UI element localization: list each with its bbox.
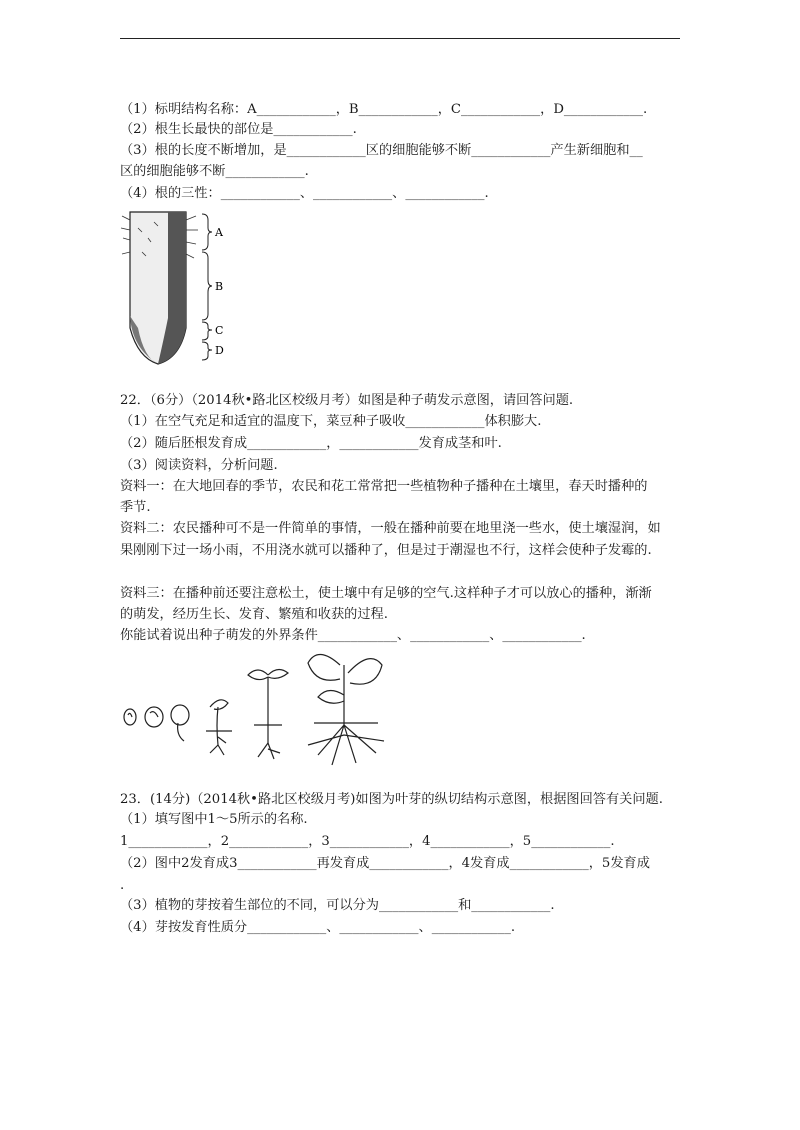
q23-part1: （1）填写图中1～5所示的名称.: [120, 812, 308, 827]
q22-material2-cont: 果刚刚下过一场小雨，不用浇水就可以播种了，但是过于潮湿也不行，这样会使种子发霉的.: [120, 543, 652, 558]
q22-material3: 资料三：在播种前还要注意松土，使土壤中有足够的空气.这样种子才可以放心的播种，渐渐: [120, 586, 652, 601]
q23-part1-blanks: 1____________，2____________，3____________，4____________，5____________.: [120, 834, 615, 849]
q21-part3-cont: 区的细胞能够不断____________.: [120, 164, 309, 179]
q22-conditions-question: 你能试着说出种子萌发的外界条件____________、____________、____________.: [120, 628, 586, 643]
q23-part2-cont: .: [120, 878, 125, 893]
q22-part3: （3）阅读资料，分析问题.: [120, 458, 278, 473]
label-a: A: [215, 226, 223, 239]
q23-title: 23．(14分)（2014秋•路北区校级月考)如图为叶芽的纵切结构示意图，根据图回答有关问题.: [120, 792, 663, 807]
q22-part1: （1）在空气充足和适宜的温度下，菜豆种子吸收____________体积膨大.: [120, 414, 542, 429]
q21-part1: （1）标明结构名称：A____________，B____________，C____________，D____________.: [120, 102, 648, 117]
q22-material1: 资料一：在大地回春的季节，农民和花工常常把一些植物种子播种在土壤里，春天时播种的: [120, 479, 648, 494]
q22-material3-cont: 的萌发，经历生长、发育、繁殖和收获的过程.: [120, 607, 388, 622]
q21-part4: （4）根的三性：____________、____________、____________.: [120, 186, 489, 201]
q21-part3: （3）根的长度不断增加，是____________区的细胞能够不断____________产生新细胞和__: [120, 143, 643, 158]
q22-part2: （2）随后胚根发育成____________，____________发育成茎和叶.: [120, 436, 502, 451]
label-c: C: [215, 324, 224, 337]
header-rule: [120, 38, 680, 39]
q21-part2: （2）根生长最快的部位是____________.: [120, 122, 357, 137]
q22-title: 22．（6分）（2014秋•路北区校级月考）如图是种子萌发示意图，请回答问题.: [120, 393, 574, 408]
seed-germination-figure: [118, 645, 408, 770]
q23-part2: （2）图中2发育成3____________再发育成____________，4发育成____________，5发育成: [120, 856, 650, 871]
q23-part4: （4）芽按发育性质分____________、____________、____________.: [120, 920, 516, 935]
q23-part3: （3）植物的芽按着生部位的不同，可以分为____________和____________.: [120, 898, 555, 913]
label-d: D: [215, 344, 224, 357]
q22-material2: 资料二：农民播种可不是一件简单的事情，一般在播种前要在地里浇一些水，使土壤湿润，如: [120, 521, 661, 536]
root-tip-figure: [118, 208, 248, 368]
q22-material1-cont: 季节.: [120, 500, 151, 515]
label-b: B: [215, 280, 224, 293]
